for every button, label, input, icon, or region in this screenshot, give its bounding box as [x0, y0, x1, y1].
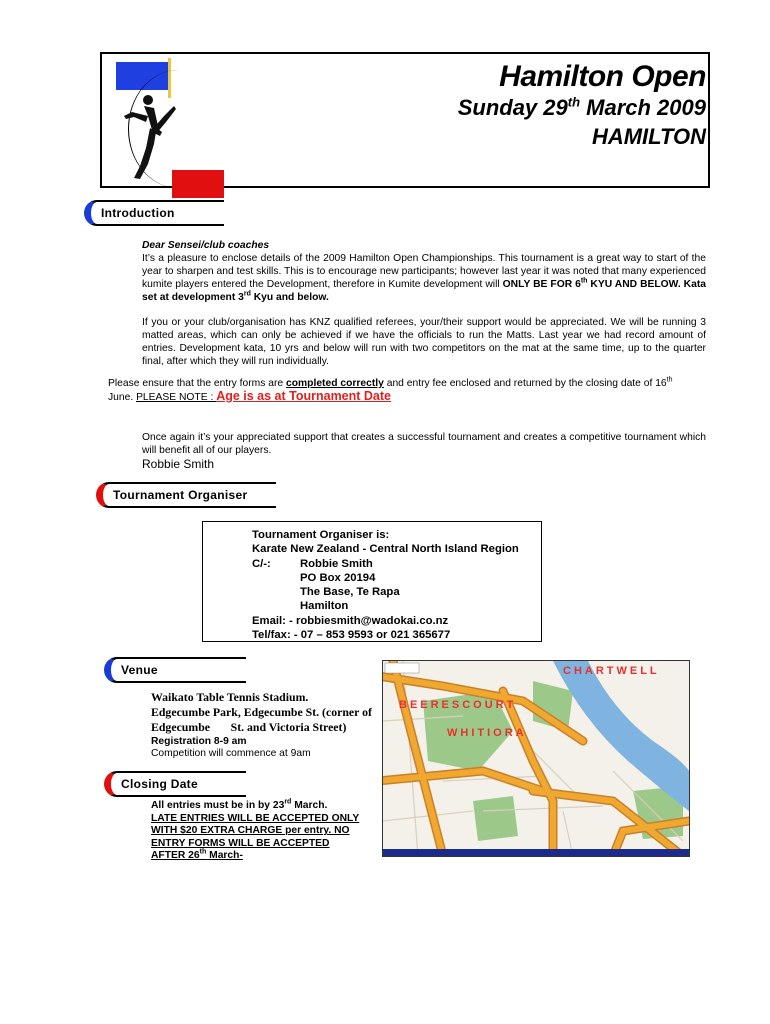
tab-tournament-organiser: Tournament Organiser	[96, 482, 276, 508]
venue-registration: Registration 8-9 am	[151, 736, 247, 747]
venue-line-3: Edgecumbe St. and Victoria Street)	[151, 720, 347, 734]
venue-competition: Competition will commence at 9am	[151, 748, 311, 759]
header-date: Sunday 29th March 2009	[457, 94, 706, 120]
signature: Robbie Smith	[142, 457, 215, 471]
karate-figure-icon	[118, 86, 178, 186]
header-city: HAMILTON	[591, 124, 706, 149]
venue-map[interactable]	[382, 660, 690, 857]
header-title: Hamilton Open	[499, 60, 706, 93]
venue-line-2: Edgecumbe Park, Edgecumbe St. (corner of	[151, 705, 372, 719]
tab-closing-date: Closing Date	[104, 771, 246, 797]
map-graphic	[383, 661, 689, 856]
tab-venue: Venue	[104, 657, 246, 683]
logo-red-square	[172, 170, 224, 198]
organiser-phone: Tel/fax: - 07 – 853 9593 or 021 365677	[252, 629, 451, 642]
organiser-organisation: Karate New Zealand - Central North Island Region	[252, 543, 519, 556]
organiser-details: Tournament Organiser is: Karate New Zealand - Central North Island Region C/-: Robbie Smith PO Box 20194 The Base, Te Rapa Hamilton Email: - robbiesmith@wadokai.co.nz Tel/fax: - 07 – 853 9593 or 021 365677	[252, 529, 519, 642]
map-label-whitiora: WHITIORA	[447, 727, 527, 739]
organiser-email[interactable]: Email: - robbiesmith@wadokai.co.nz	[252, 614, 449, 627]
salutation: Dear Sensei/club coaches	[142, 240, 270, 251]
venue-line-1: Waikato Table Tennis Stadium.	[151, 690, 309, 704]
intro-paragraph-3: Please ensure that the entry forms are completed correctly and entry fee enclosed and returned by the closing date of 16th June. PLEASE NOTE : Age is as at Tournament Date	[108, 376, 673, 403]
map-label-beerescourt: BEERESCOURT	[399, 699, 517, 711]
closing-details: All entries must be in by 23rd March. LATE ENTRIES WILL BE ACCEPTED ONLY WITH $20 EXTRA CHARGE per entry. NO ENTRY FORMS WILL BE ACCEPTED AFTER 26th March-	[151, 798, 360, 862]
organiser-heading: Tournament Organiser is:	[252, 529, 390, 541]
intro-paragraph-4: Once again it’s your appreciated support that creates a successful tournament and creates a competitive tournament which will benefit all of our players.	[142, 432, 706, 456]
map-label-chartwell: CHARTWELL	[563, 665, 660, 677]
intro-paragraph-1: It’s a pleasure to enclose details of the 2009 Hamilton Open Championships. This tournament is a great way to start of the year to sharpen and test skills. This is to encourage new participants; however last year it was noted that many experienced kumite players entered the Development, therefore in Kumite development will ONLY BE FOR 6th KYU AND BELOW. Kata set at development 3rd Kyu and below.	[142, 253, 706, 303]
tab-introduction: Introduction	[84, 200, 224, 226]
map-footer-bar	[383, 849, 689, 856]
intro-paragraph-2: If you or your club/organisation has KNZ qualified referees, your/their support would be appreciated. We will be running 3 matted areas, which can only be achieved if we have the officials to run the Matts. Last year we had record amount of entries. Development kata, 10 yrs and below will run with two competitors on the mat at the same time, up to the quarter final, after which they will run individually.	[142, 317, 706, 367]
